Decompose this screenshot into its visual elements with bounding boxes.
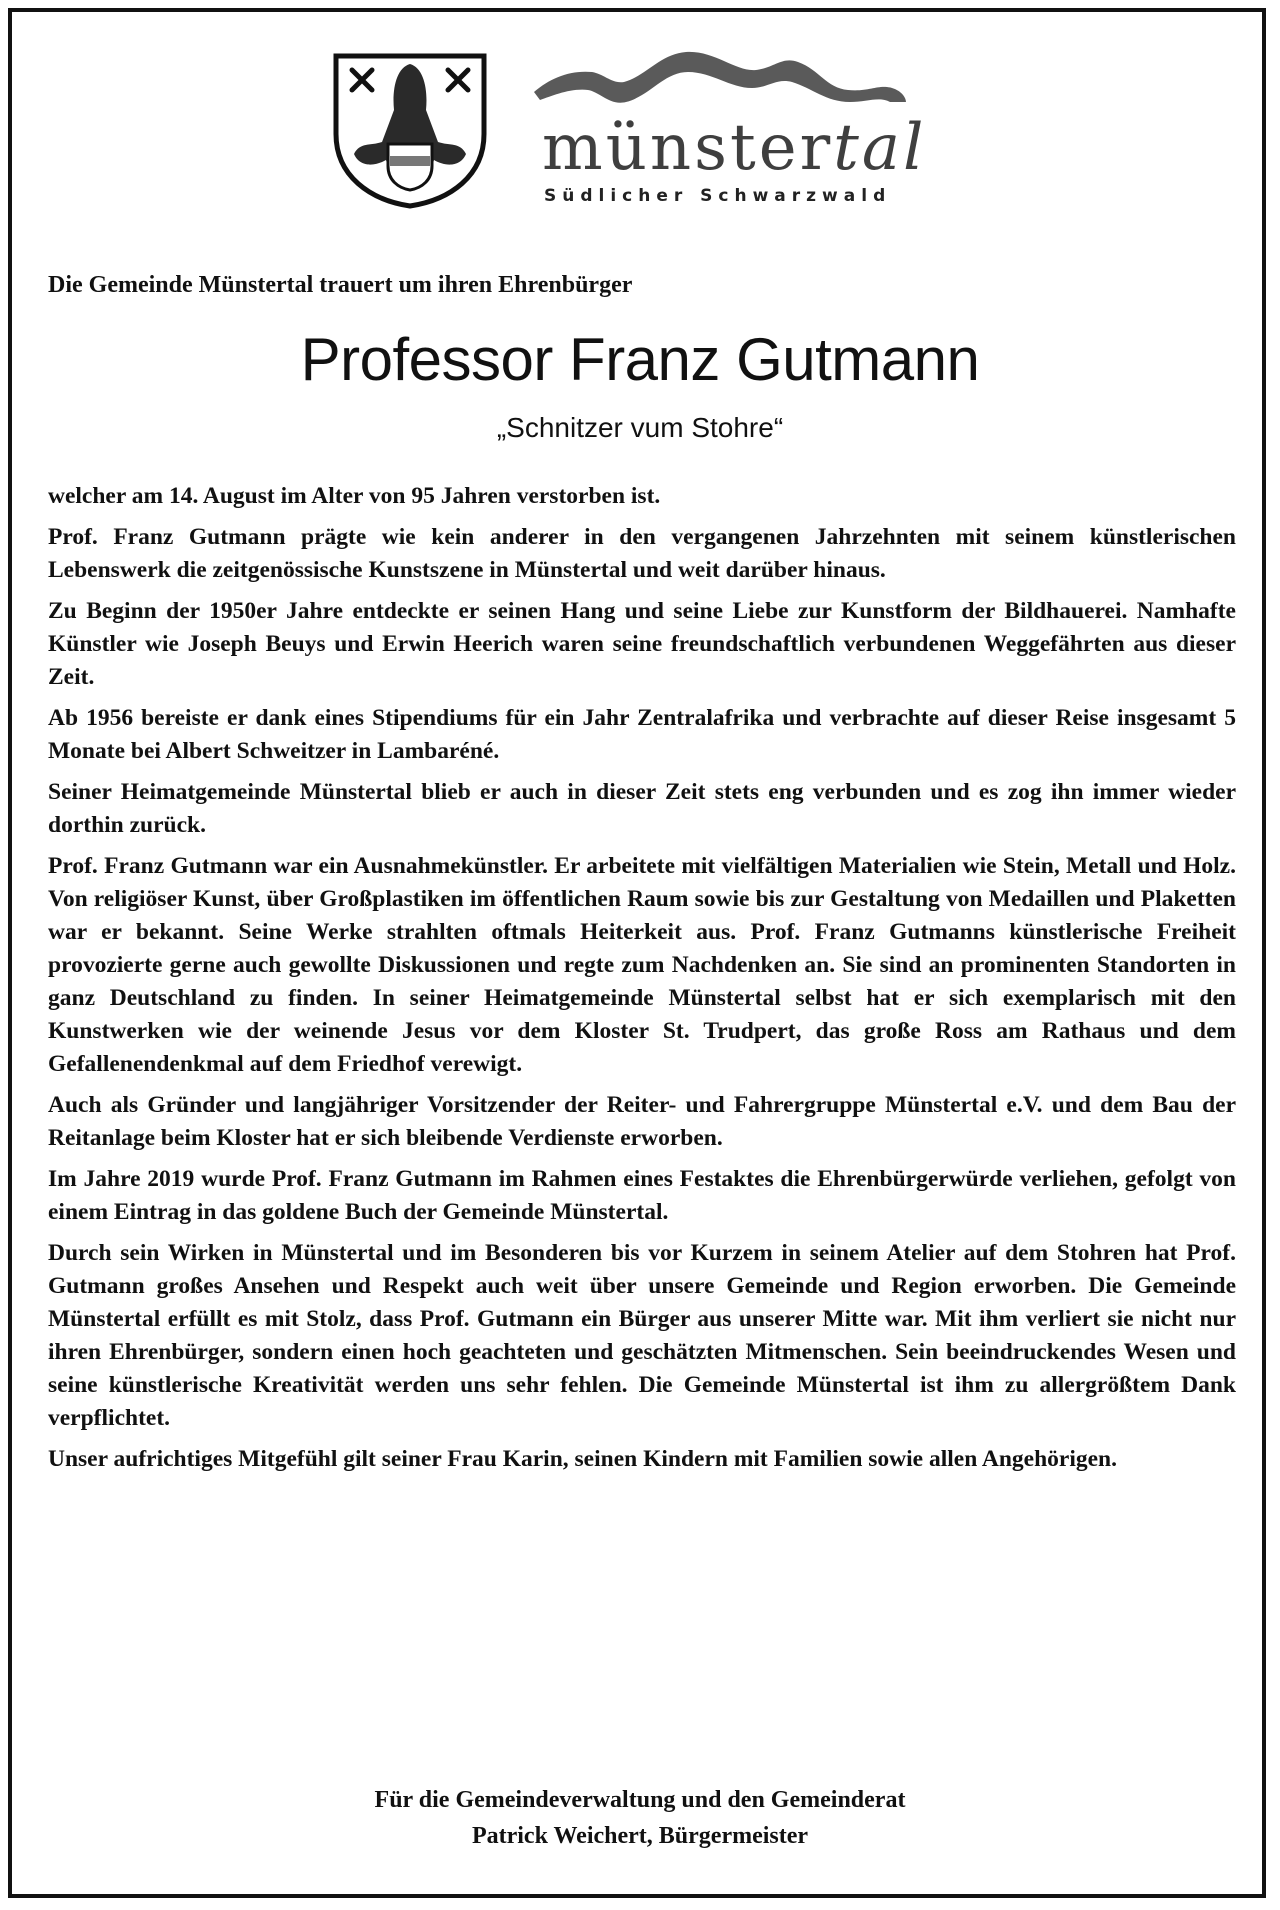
muenstertal-logo xyxy=(530,44,950,214)
obituary-body xyxy=(48,480,1236,1484)
paragraph: Ab 1956 bereiste er dank eines Stipendiums für ein Jahr Zentralafrika und verbrachte auf dieser Reise insgesamt 5 Monate bei Albert Schweitzer in Lambaréné. xyxy=(48,705,1236,764)
paragraph: Durch sein Wirken in Münstertal und im Besonderen bis vor Kurzem in seinem Atelier auf dem Stohren hat Prof. Gutmann großes Ansehen und Respekt auch weit über unsere Gemeinde und Region erworben. Die Gemeinde Münstertal erfüllt es mit Stolz, dass Prof. Gutmann ein Bürger aus unserer Mitte war. Mit ihm verliert sie nicht nur ihren Ehrenbürger, sondern einen hoch geachteten und geschätzten Mitmenschen. Sein beeindruckendes Wesen und seine künstlerische Kreativität werden uns sehr fehlen. Die Gemeinde Münstertal ist ihm zu allergrößtem Dank verpflichtet. xyxy=(48,1240,1236,1431)
signature-block xyxy=(0,1782,1280,1854)
paragraph: Seiner Heimatgemeinde Münstertal blieb er auch in dieser Zeit stets eng verbunden und es zog ihn immer wieder dorthin zurück. xyxy=(48,779,1236,838)
paragraph: Im Jahre 2019 wurde Prof. Franz Gutmann im Rahmen eines Festaktes die Ehrenbürgerwürde verliehen, gefolgt von einem Eintrag in das goldene Buch der Gemeinde Münstertal. xyxy=(48,1166,1236,1225)
paragraph: Prof. Franz Gutmann war ein Ausnahmekünstler. Er arbeitete mit vielfältigen Materialien wie Stein, Metall und Holz. Von religiöser Kunst, über Großplastiken im öffentlichen Raum sowie bis zur Gestaltung von Medaillen und Plaketten war er bekannt. Seine Werke strahlten oftmals Heiterkeit aus. Prof. Franz Gutmanns künstlerische Freiheit provozierte gerne auch gewollte Diskussionen und regte zum Nachdenken an. Sie sind an prominenten Standorten in ganz Deutschland zu finden. In seiner Heimatgemeinde Münstertal selbst hat er sich exemplarisch mit den Kunstwerken wie der weinende Jesus vor dem Kloster St. Trudpert, das große Ross am Rathaus und dem Gefallenendenkmal auf dem Friedhof verewigt. xyxy=(48,853,1236,1077)
logo-wordmark: münstertal xyxy=(542,111,927,185)
intro-line: Die Gemeinde Münstertal trauert um ihren Ehrenbürger xyxy=(48,272,633,298)
paragraph: Auch als Gründer und langjähriger Vorsitzender der Reiter- und Fahrergruppe Münstertal e.V. und dem Bau der Reitanlage beim Kloster hat er sich bleibende Verdienste erworben. xyxy=(48,1092,1236,1151)
deceased-name: Professor Franz Gutmann xyxy=(300,326,980,393)
logo-subtitle: Südlicher Schwarzwald xyxy=(544,186,892,206)
header-logos xyxy=(330,44,950,214)
paragraph: Prof. Franz Gutmann prägte wie kein anderer in den vergangenen Jahrzehnten mit seinem künstlerischen Lebenswerk die zeitgenössische Kunstszene in Münstertal und weit darüber hinaus. xyxy=(48,524,1236,583)
coat-of-arms-icon xyxy=(330,50,490,210)
paragraph: welcher am 14. August im Alter von 95 Jahren verstorben ist. xyxy=(48,483,661,509)
paragraph: Zu Beginn der 1950er Jahre entdeckte er seinen Hang und seine Liebe zur Kunstform der Bildhauerei. Namhafte Künstler wie Joseph Beuys und Erwin Heerich waren seine freundschaftlich verbundenen Weggefährten aus dieser Zeit. xyxy=(48,598,1236,690)
signature-line-1: Für die Gemeindeverwaltung und den Gemeinderat xyxy=(374,1787,906,1813)
nickname: „Schnitzer vum Stohre“ xyxy=(496,412,784,443)
signature-line-2: Patrick Weichert, Bürgermeister xyxy=(471,1823,809,1849)
paragraph: Unser aufrichtiges Mitgefühl gilt seiner Frau Karin, seinen Kindern mit Familien sowie allen Angehörigen. xyxy=(48,1446,1117,1472)
